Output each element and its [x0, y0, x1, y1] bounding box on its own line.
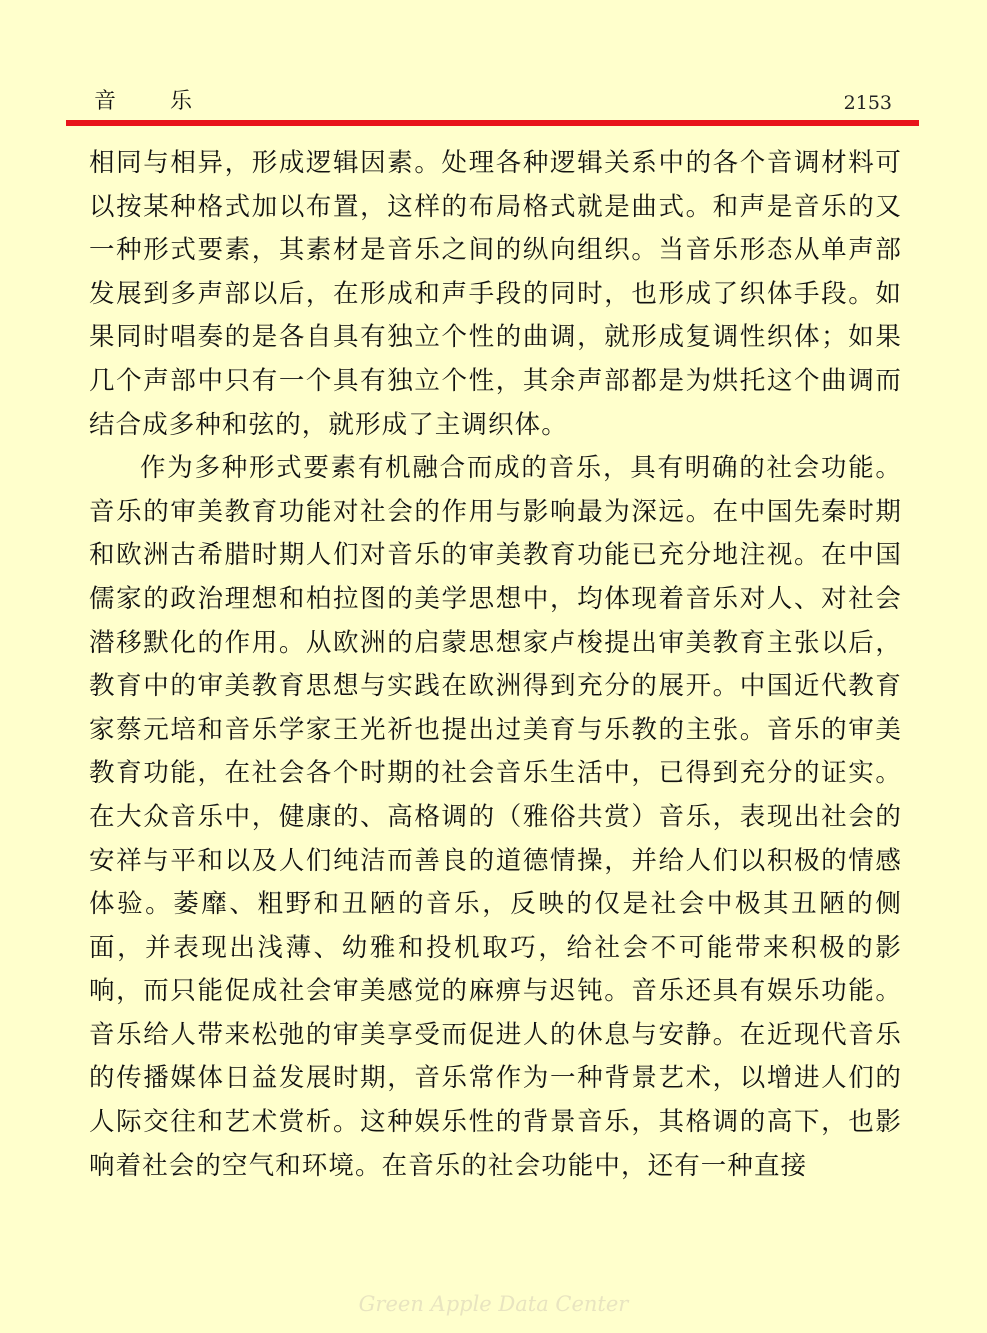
running-head-char-2: 乐	[170, 89, 193, 114]
paragraph-continued: 相同与相异，形成逻辑因素。处理各种逻辑关系中的各个音调材料可以按某种格式加以布置，这样的布局格式就是曲式。和声是音乐的又一种形式要素，其素材是音乐之间的纵向组织。当音乐形态从单声部发展到多声部以后，在形成和声手段的同时，也形成了织体手段。如果同时唱奏的是各自具有独立个性的曲调，就形成复调性织体；如果几个声部中只有一个具有独立个性，其余声部都是为烘托这个曲调而结合成多种和弦的，就形成了主调织体。	[89, 148, 902, 440]
watermark-text: Green Apple Data Center	[358, 1292, 629, 1316]
paragraph-social-function: 作为多种形式要素有机融合而成的音乐，具有明确的社会功能。音乐的审美教育功能对社会的作用与影响最为深远。在中国先秦时期和欧洲古希腊时期人们对音乐的审美教育功能已充分地注视。在中国儒家的政治理想和柏拉图的美学思想中，均体现着音乐对人、对社会潜移默化的作用。从欧洲的启蒙思想家卢梭提出审美教育主张以后，教育中的审美教育思想与实践在欧洲得到充分的展开。中国近代教育家蔡元培和音乐学家王光祈也提出过美育与乐教的主张。音乐的审美教育功能，在社会各个时期的社会音乐生活中，已得到充分的证实。在大众音乐中，健康的、高格调的（雅俗共赏）音乐，表现出社会的安祥与平和以及人们纯洁而善良的道德情操，并给人们以积极的情感体验。萎靡、粗野和丑陋的音乐，反映的仅是社会中极其丑陋的侧面，并表现出浅薄、幼雅和投机取巧，给社会不可能带来积极的影响，而只能促成社会审美感觉的麻痹与迟钝。音乐还具有娱乐功能。音乐给人带来松弛的审美享受而促进人的休息与安静。在近现代音乐的传播媒体日益发展时期，音乐常作为一种背景艺术，以增进人们的人际交往和艺术赏析。这种娱乐性的背景音乐，其格调的高下，也影响着社会的空气和环境。在音乐的社会功能中，还有一种直接	[89, 453, 902, 1181]
page-header	[0, 0, 987, 128]
page-number: 2153	[843, 92, 892, 114]
article-body	[89, 142, 902, 1188]
running-head-char-1: 音	[94, 89, 117, 114]
header-rule-divider	[66, 120, 919, 126]
